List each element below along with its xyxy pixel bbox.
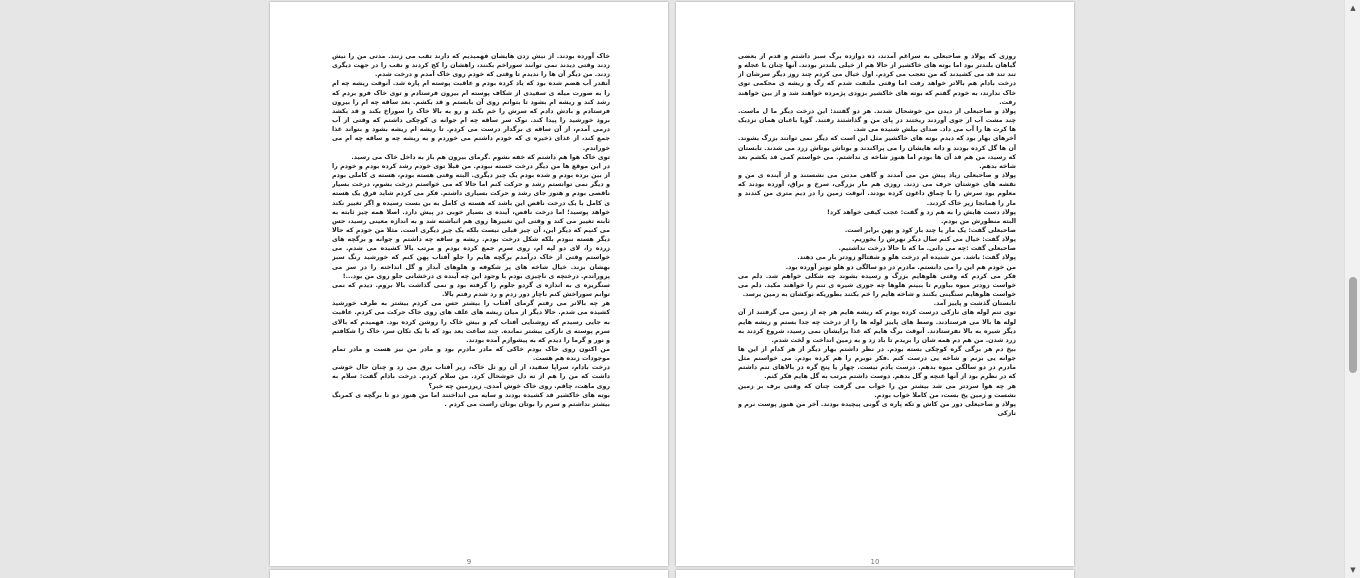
paragraph: روزی که پولاد و صاحبعلی به سراغم آمدند، ده دوازده برگ سبز داشتم و قدم از بعضی گیاهان بلندتر بود اما بوته های خاکشیر از حالا هم از خیلی بلندتر بودند. آنها چنان با عجله و تند تند قد می کشیدند که من تعجب می کردم. اول خیال می کردم چند روز دیگر سرشان از درخت بادام هم بالاتر خواهد رفت اما وقتی ملتفت شدم که رگ و ریشه ی محکمی توی خاک ندارند، به خودم گفتم که بوته های خاکشیر بزودی پژمرده خواهند شد و از بین خواهند رفت.: [738, 53, 1016, 106]
paragraph: فکر می کردم که وقتی هلوهایم بزرگ و رسیده بشوند چه شکلی خواهم شد. دلم می خواست زودتر میوه بیاورم تا ببینم هلوها چه جوری شیره ی تنم را خواهند مکید. دلم می خواست هلوهایم سنگینی بکنند و شاخه هایم را خم بکنند بطوریکه نوکشان به زمین برسد.: [738, 272, 1016, 299]
paragraph: من خودم هم این را می دانستم. مادرم در دو سالگی دو هلو نوبر آورده بود.: [785, 263, 1016, 271]
page-9-text: [332, 52, 610, 516]
page-10: [676, 2, 1074, 566]
paragraph: توی خاک هوا هم داشتم که خفه نشوم .گرمای بیرون هم باز به داخل خاک می رسید.: [351, 153, 610, 161]
paragraph: پولاد و صاحبعلی از دیدن من خوشحال شدند. هر دو گفتند: این درخت دیگر ما ل ماست. چند مشت آب از جوی آوردند ریختند در پای من و گذاشتند رفتند. گویا باغبان همان نزدیک ها کرت ها را آب می داد. صدای بیلش شنیده می شد.: [738, 107, 1016, 134]
next-page-edge: [676, 570, 1074, 578]
vertical-scrollbar[interactable]: [1344, 0, 1360, 578]
paragraph: پولاد دست هایش را به هم زد و گفت: عجب کیفی خواهد کرد!: [826, 208, 1016, 216]
page-number: 10: [870, 558, 880, 566]
paragraph: آنقدر آب هضم شده بود که یاد کرده بودم و عاقبت پوسته ام پاره شد. آنوقت ریشه چه ام را به صورت میله ی سفیدی از شکاف پوسته ام بیرون فرستادم و توی خاک فرو بردم که رشد کند و ریشه ام بشود تا بتوانم روی آن بایستم و قد بکشم. بعد ساقه چه ام را بیرون فرستادم و بادش دادم که سرش را خم بکند و رو به بالا خاک را سوراخ بکند و قد بکشد بروذ خورشید را پیدا کند. نوک سر ساقه چه ام جوانه ی کوچکی داشتم که وقتی از آب درمی آمدم، از آن ساقه ی برگدار درست می کردم. تا ریشه ام ریشه بشود و بتواند غذا جمع کند، از غذای ذخیره ی که خودم داشتم می خوردم و به ریشه چه و ساقه چه ام می خوراندم.: [332, 80, 610, 152]
scroll-up-arrow-icon[interactable]: ▲: [1350, 4, 1356, 12]
paragraph: سنگریزه ی به اندازه ی گردو جلوم را گرفته بود و نمی گذاشت بالا بروم. دیدم که نمی توانم سوراخش کنم ناچار دور زدم و رد شدم رفتم بالا.: [332, 281, 610, 299]
paragraph: بیخ دم هر برگی گره کوچکی بسته بودم. در نظر داشتم بهار دیگر از هر کدام از این ها جوانه یی بزنم و شاخه یی درست کنم .فکر نوبرم را هم کرده بودم. می خواستم مثل مادرم در دو سالگی میوه بدهم. درست یادم نیست. چهار یا پنج گره در بالاهای تنم داشتم که در نظرم بود از آنها غنچه و گل بدهم. دوست داشتم مرتب به گل هایم فکر کنم.: [738, 346, 1016, 381]
paragraph: درخت بادام، سراپا سفید، از آن رو تل خاک، زیر آفتاب برق می زد و چنان حال خوشی داشت که من را هم از ته دل خوشحال کرد. من سلام کردم. درخت بادام گفت: سلام به روی ماهت، چاقم. روی خاک خوش آمدی. زیرزمین چه خبر؟: [332, 364, 610, 390]
paragraph: هر چه بالاتر می رفتم گرمای آفتاب را بیشتر حس می کردم بیشتر به طرف خورشید کشیده می شدم. حالا دیگر از میان ریشه های علف های روی خاک حرکت می کردم. عاقبت به جایی رسیدم که روشنایی آفتاب کم و بیش خاک را روشن کرده بود. فهمیدم که بالای سرم پوسته ی نازکی بیشتر نمانده. چند ساعت بعد بود که با یک تکان سر، خاک را شکافتم و نور و گرما را دیدم که به پیشوازم آمده بودند.: [332, 300, 610, 344]
paragraph: هر چه هوا سردتر می شد بیشتر من را خواب می گرفت چنان که وقتی برف بر زمین نشست و زمین یخ بست، من کاملا خواب بودم.: [738, 382, 1016, 399]
paragraph: پولاد و صاحبعلی زیاد پیش من می آمدند و گاهی مدتی می نشستند و از آینده ی من و نقشه های خوشتان حرف می زدند. روزی هم مار بزرگی، سرخ و براق، آورده بودند که معلوم بود سرش را با چماق داغون کرده بودند. آنوقت زمین را در دیم متری من کندند و مار را همانجا زیر خاک کردند.: [738, 172, 1016, 207]
paragraph: بوته های خاکشیر قد کشیده بودند و سایه می انداختند اما من هنوز دو تا برگچه ی کمرنگ بیشتر نداشتم و سرم را بوتان بوتان راست می کردم .: [332, 391, 610, 408]
paragraph: پولاد و صاحبعلی دور من کاش و تکه پاره ی گونی پیچیده بودند. آخر من هنوز پوست نرم و نازکی: [738, 400, 1016, 418]
paragraph: تابستان گذشت و پاییز آمد.: [933, 300, 1016, 308]
page-10-text: [738, 52, 1016, 516]
paragraph: صاحبعلی گفت: یک مار یا چند بار کود و پهن برابر است.: [844, 226, 1016, 234]
paragraph: من اکنون روی خاک بودم خاکی که مادر مادرم بود و مادر من نیز هست و مادر تمام موجودات زنده هم هست.: [332, 346, 610, 363]
scrollbar-thumb[interactable]: [1349, 277, 1357, 373]
paragraph: خاک آورده بودند. از نیش زدن هایشان فهمیدیم که دارند تقب می زنند. مدتی من را نیش زدند وقتی دیدند نمی توانند سوراخم بکنند، راهشان را کج کردند و نقب را در جهت دیگری زدند. من دیگر آن ها را ندیدم تا وقتی که خودم روی خاک آمدم و درخت شدم.: [332, 53, 610, 79]
next-page-edge: [270, 570, 668, 578]
paragraph: در این موقع ها من دیگر درخت خسته نبودم. من قبلا توی خودم رشد کرده بودم و خودم را از بین برده بودم و شده بودم یک چیز دیگری. البته وقتی هسته بودم، هسته ی کاملی بودم و دیگر نمی توانستم رشد و حرکت کنم اما حالا که می خواستم درخت بشوم، درخت بسیار ناقصی بودم و هنوز جای رشد و حرکت بسیاری داشتم. فکر می کردم شاید فرق یک هسته ی کامل با یک درخت ناقص این باشد که هسته ی کامل به بن بست رسیده و اگر تغییر نکند خواهد پوسید؛ اما درخت ناقص، آینده ی بسیار خوبی در پیش دارد. اصلا همه چیز ثابته به ثابته تغییر می کند و وقتی این تغییرها روی هم انباشته شد و به اندازه معینی رسید، حس می کنیم که دیگر این، آن چیز قبلی نیست بلکه یک چیز دیگری است. مثلا من خودم که حالا دیگر هسته نبودم بلکه شکل درخت بودم. ریشه و ساقه چه داشتم و جوانه و برگچه های زرده را، لای دو لپه ام، روی سرم جمع کرده بودم و مرتب بالا کشیده می شدم. می خواستم وقتی از خاک درآمدم برگچه هایم را جلو آفتاب پهن کنم که خورشید رنگ سبز بهشان بزند. خیال شاخه های پر شکوفه و هلوهای آبدار و گل انداخته را در سر می پروراندم. درختچه ی ناچیزی بودم با وجود این چه آینده ی درخشانی جلو روی من بود...!: [332, 162, 610, 280]
paragraph: صاحبعلی گفت :چه می دانی. ما که تا حالا درخت نداشتیم.: [838, 245, 1016, 253]
paragraph: پولاد گفت: خیال می کنم سال دیگر نهرش را بخوریم.: [852, 236, 1016, 244]
page-number: 9: [466, 558, 472, 566]
paragraph: پولاد گفت: باشد. من شنیده ام درخت هلو و شفتالو زودتر بار می دهند.: [797, 254, 1016, 262]
page-9: [270, 2, 668, 566]
scroll-down-arrow-icon[interactable]: ▼: [1350, 566, 1356, 574]
paragraph: البته منظورش من بودم.: [940, 217, 1016, 225]
paragraph: توی تنم لوله های نازکی درست کرده بودم که ریشه هایم هر چه از زمین می گرفتند از آن لوله ها بالا می فرستادند. وسط های پاییز لوله ها را از درخت چه جدا بستم و ریشه هایم دیگر شیره به بالا نفرستادند. آنوقت برگ هایم که غذا برایشان نمی رسید، شروع کردند به زرد شدن. من هم دم همه شان را بریدم تا باد زد و به زمین انداخت و لخت شدم.: [738, 309, 1016, 344]
paragraph: آخرهای بهار بود که دیدم بوته های خاکشیر مثل این است که دیگر نمی توانند بزرگ بشوند. آن ها گل کرده بودند و دانه هایشان را می پراکندند و بوتاش بوتاش زرد می شدند. تابستان که رسید، من هم قد آن ها بودم اما هنوز شاخه ی نداشتم. می خواستم کمی قد بکشم بعد شاخه بدهم.: [738, 135, 1016, 170]
